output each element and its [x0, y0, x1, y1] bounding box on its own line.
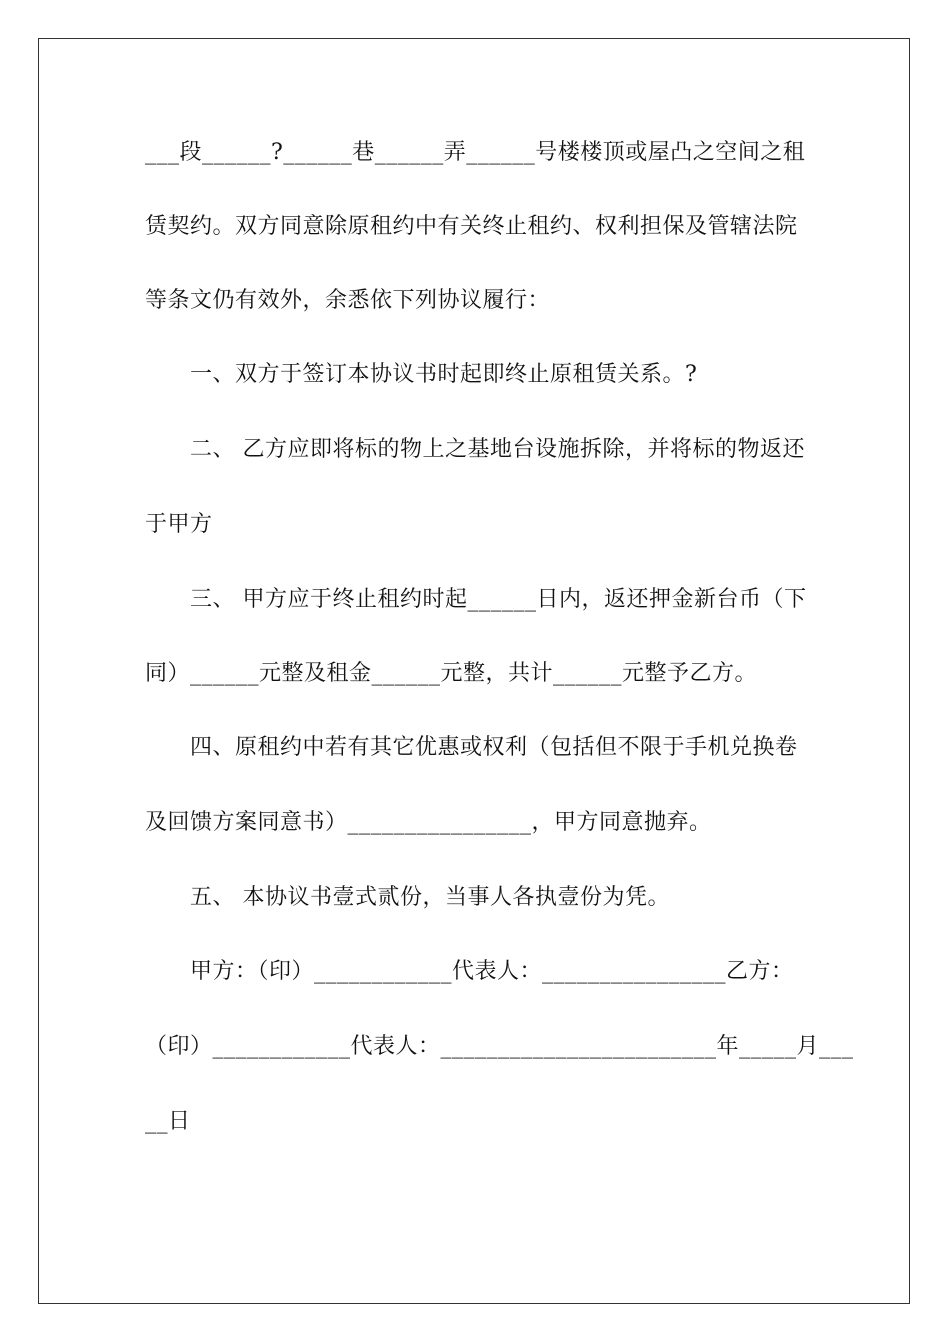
clause-2-cont: 于甲方	[145, 512, 213, 537]
text-line-1: ___段______?______巷______弄______号楼楼顶或屋凸之空间之租	[145, 140, 806, 165]
clause-4: 四、原租约中若有其它优惠或权利（包括但不限于手机兑换卷	[190, 735, 798, 760]
signature-line-2: （印）____________代表人：________________________年_____月___	[145, 1034, 854, 1059]
signature-line-1: 甲方：（印）____________代表人：________________乙方：	[190, 959, 794, 984]
clause-3: 三、 甲方应于终止租约时起______日内，返还押金新台币（下	[190, 587, 807, 612]
date-day-line: __日	[145, 1109, 191, 1134]
clause-4-cont: 及回馈方案同意书）________________，甲方同意抛弃。	[145, 810, 712, 835]
clause-5: 五、 本协议书壹式贰份，当事人各执壹份为凭。	[190, 885, 670, 910]
text-line-2: 赁契约。双方同意除原租约中有关终止租约、权利担保及管辖法院	[145, 214, 798, 239]
clause-1: 一、双方于签订本协议书时起即终止原租赁关系。?	[190, 362, 698, 387]
clause-2: 二、 乙方应即将标的物上之基地台设施拆除，并将标的物返还	[190, 437, 805, 462]
clause-3-cont: 同）______元整及租金______元整，共计______元整予乙方。	[145, 661, 758, 686]
text-line-3: 等条文仍有效外，余悉依下列协议履行：	[145, 288, 551, 313]
